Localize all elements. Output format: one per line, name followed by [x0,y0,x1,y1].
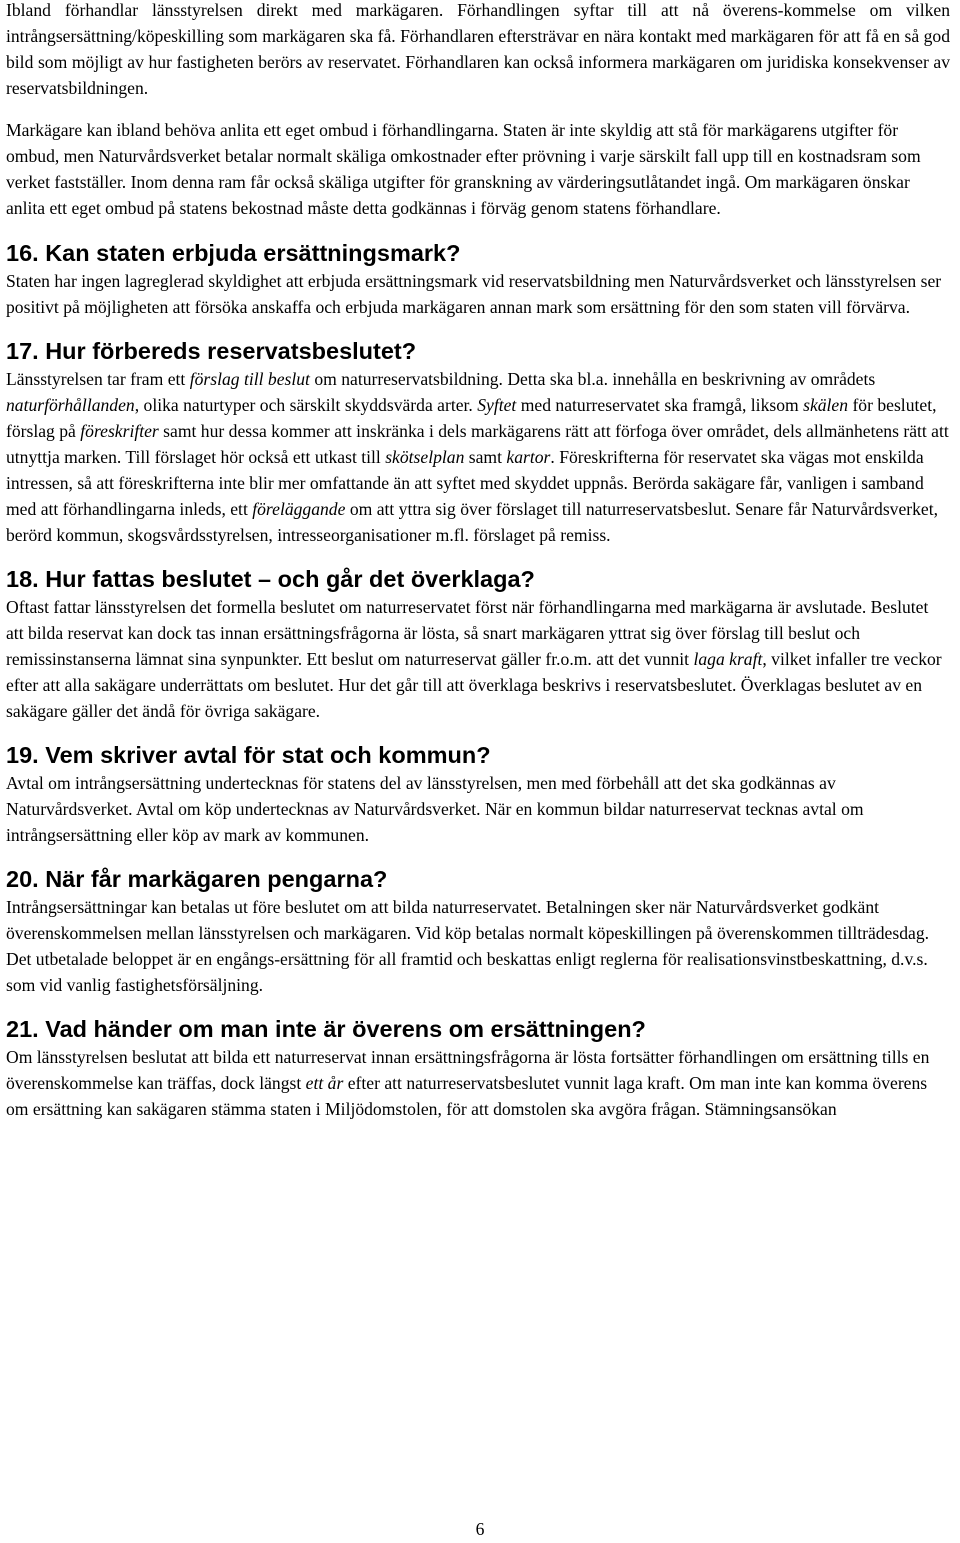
text-run: samt [464,447,507,467]
paragraph-text: Intrångsersättningar kan betalas ut före beslutet om att bilda naturreservatet. Betalningen sker när Naturvårdsverket godkänt överenskommelsen mellan länsstyrelsen och markägaren. Vid köp betalas normalt köpeskillingen på överenskommen tillträdesdag. Det utbetalade beloppet är en engångs-ersättning för all framtid och beskattas enligt reglerna för realisationsvinstbeskattning, d.v.s. som vid vanlig fastighetsförsäljning. [6,897,930,995]
section-16-body [6,268,950,320]
section-heading-21: 21. Vad händer om man inte är överens om ersättningen? [6,1016,646,1042]
emphasis-maps: kartor [506,447,551,467]
emphasis-regulations: föreskrifter [80,421,159,441]
text-run: , olika naturtyper och särskilt skyddsvärda arter. [134,395,478,415]
section-19-body [6,770,950,848]
paragraph-text: Avtal om intrångsersättning undertecknas för statens del av länsstyrelsen, men med förbehåll att det ska godkännas av Naturvårdsverket. Avtal om köp undertecknas av Naturvårdsverket. När en kommun bildar naturreservat tecknas avtal om intrångsersättning eller köp av mark av kommunen. [6,773,864,845]
text-run: . Föreskrifterna för reservatet ska vägas mot enskilda intressen, så att föreskrifterna inte blir mer omfattande än att syftet med skyddet uppnås. Berörda sakägare får, vanligen i samband med att förhandlingarna inleds, ett [6,447,924,519]
emphasis-proposal: förslag till beslut [189,369,310,389]
paragraph-negotiation [6,0,950,101]
section-heading-18: 18. Hur fattas beslutet – och går det överklaga? [6,566,535,592]
text-run: Länsstyrelsen tar fram ett [6,369,190,389]
paragraph-representative [6,117,950,221]
paragraph-text: Markägare kan ibland behöva anlita ett eget ombud i förhandlingarna. Staten är inte skyldig att stå för markägarens utgifter för ombud, men Naturvårdsverket betalar normalt skäliga omkostnader efter prövning i varje särskilt fall upp till en kostnadsram som verket fastställer. Inom denna ram får också skäliga utgifter för granskning av värderingsutlåtandet ingå. Om markägaren önskar anlita ett eget ombud på statens bekostnad måste detta godkännas i förväg genom statens förhandlare. [6,120,921,218]
text-run: efter att naturreservatsbeslutet vunnit laga kraft. Om man inte kan komma överens om ersättning kan sakägaren stämma staten i Miljödomstolen, för att domstolen ska avgöra frågan. Stämningsansökan [6,1073,928,1119]
emphasis-management-plan: skötselplan [385,447,465,467]
page-number: 6 [475,1519,485,1539]
section-heading-19: 19. Vem skriver avtal för stat och kommun? [6,742,491,768]
text-run: med naturreservatet ska framgå, liksom [516,395,804,415]
emphasis-one-year: ett år [305,1073,344,1093]
text-run: Om länsstyrelsen beslutat att bilda ett naturreservat innan ersättningsfrågorna är lösta fortsätter förhandlingen om ersättning tills en överenskommelse kan träffas, dock längst [6,1047,930,1093]
text-run: för beslutet, förslag på [6,395,937,441]
paragraph-text: Ibland förhandlar länsstyrelsen direkt med markägaren. Förhandlingen syftar till att nå överens-kommelse om vilken intrångsersättning/köpeskilling som markägaren ska få. Förhandlaren eftersträvar en nära kontakt med markägaren för att få en så god bild som möjligt av hur fastigheten berörs av reservatet. Förhandlaren kan också informera markägaren om juridiska konsekvenser av reservatsbildningen. [6,0,950,98]
section-heading-17: 17. Hur förbereds reservatsbeslutet? [6,338,417,364]
section-20-body [6,894,950,998]
text-run: , vilket infaller tre veckor efter att alla sakägare underrättats om beslutet. Hur det går till att överklaga beskrivs i reservatsbeslutet. Överklagas beslutet av en sakägare gäller det ändå för övriga sakägare. [6,649,942,721]
emphasis-legal-force: laga kraft [693,649,763,669]
section-21-body [6,1044,950,1122]
paragraph-text: Staten har ingen lagreglerad skyldighet att erbjuda ersättningsmark vid reservatsbildning men Naturvårdsverket och länsstyrelsen ser positivt på möjligheten att försöka anskaffa och erbjuda markägaren annan mark som ersättning för den som staten vill förvärva. [6,271,942,317]
section-heading-20: 20. När får markägaren pengarna? [6,866,388,892]
text-run: Oftast fattar länsstyrelsen det formella beslutet om naturreservatet först när förhandlingarna med markägarna är avslutade. Beslutet att bilda reservat kan dock tas innan ersättningsfrågorna är lösta, så snart markägaren yttrat sig över förslag till beslut och remissinstanserna lämnat sina synpunkter. Ett beslut om naturreservat gäller fr.o.m. att det vunnit [6,597,929,669]
emphasis-injunction: föreläggande [252,499,346,519]
section-17-body [6,366,950,548]
emphasis-purpose: Syftet [477,395,517,415]
emphasis-nature-conditions: naturförhållanden [6,395,135,415]
emphasis-reasons: skälen [803,395,849,415]
section-18-body [6,594,950,724]
text-run: om att yttra sig över förslaget till naturreservatsbeslut. Senare får Naturvårdsverket, berörd kommun, skogsvårdsstyrelsen, intresseorganisationer m.fl. förslaget på remiss. [6,499,939,545]
text-run: om naturreservatsbildning. Detta ska bl.a. innehålla en beskrivning av områdets [309,369,876,389]
page-content [6,0,950,1122]
section-heading-16: 16. Kan staten erbjuda ersättningsmark? [6,240,461,266]
text-run: samt hur dessa kommer att inskränka i dels markägarens rätt att förfoga över området, dels allmänhetens rätt att utnyttja marken. Till förslaget hör också ett utkast till [6,421,949,467]
